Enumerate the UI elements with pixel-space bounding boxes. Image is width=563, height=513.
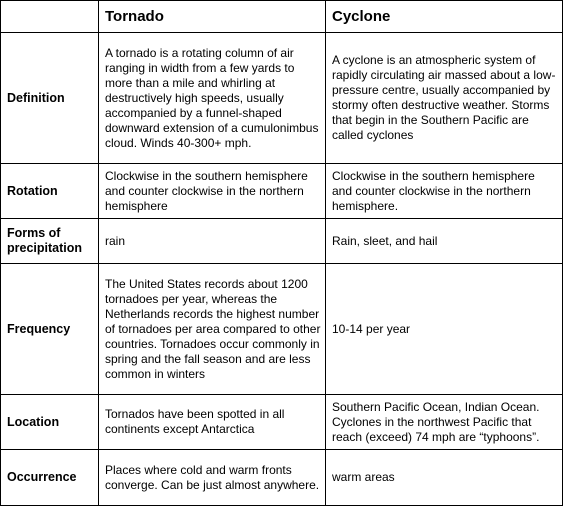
- tornado-frequency-cell: The United States records about 1200 tornadoes per year, whereas the Netherlands records the highest number of tornadoes per area compared to other countries. Tornadoes occur commonly in spring and the fall season and are less common in winters: [99, 264, 326, 395]
- row-label-rotation: Rotation: [1, 164, 99, 219]
- table-row-precipitation: [1, 219, 563, 264]
- cyclone-frequency-cell: 10-14 per year: [326, 264, 563, 395]
- table-row-definition: [1, 33, 563, 164]
- tornado-occurrence-cell: Places where cold and warm fronts converge. Can be just almost anywhere.: [99, 450, 326, 506]
- header-tornado: Tornado: [99, 1, 326, 33]
- row-label-location: Location: [1, 395, 99, 450]
- header-corner-cell: [1, 1, 99, 33]
- cyclone-rotation-cell: Clockwise in the southern hemisphere and counter clockwise in the northern hemisphere.: [326, 164, 563, 219]
- cyclone-location-cell: Southern Pacific Ocean, Indian Ocean. Cyclones in the northwest Pacific that reach (exceed) 74 mph are “typhoons”.: [326, 395, 563, 450]
- table-row-occurrence: [1, 450, 563, 506]
- cyclone-definition-cell: A cyclone is an atmospheric system of rapidly circulating air massed about a low-pressure centre, usually accompanied by stormy often destructive weather. Storms that begin in the Southern Pacific are called cyclones: [326, 33, 563, 164]
- row-label-frequency: Frequency: [1, 264, 99, 395]
- tornado-definition-cell: A tornado is a rotating column of air ranging in width from a few yards to more than a mile and whirling at destructively high speeds, usually accompanied by a funnel-shaped downward extension of a cumulonimbus cloud. Winds 40-300+ mph.: [99, 33, 326, 164]
- cyclone-occurrence-cell: warm areas: [326, 450, 563, 506]
- table-row-frequency: [1, 264, 563, 395]
- cyclone-precipitation-cell: Rain, sleet, and hail: [326, 219, 563, 264]
- table-row-rotation: [1, 164, 563, 219]
- header-cyclone: Cyclone: [326, 1, 563, 33]
- header-row: [1, 1, 563, 33]
- row-label-definition: Definition: [1, 33, 99, 164]
- tornado-precipitation-cell: rain: [99, 219, 326, 264]
- tornado-location-cell: Tornados have been spotted in all continents except Antarctica: [99, 395, 326, 450]
- row-label-precipitation: Forms of precipitation: [1, 219, 99, 264]
- row-label-occurrence: Occurrence: [1, 450, 99, 506]
- tornado-rotation-cell: Clockwise in the southern hemisphere and counter clockwise in the northern hemisphere: [99, 164, 326, 219]
- table-row-location: [1, 395, 563, 450]
